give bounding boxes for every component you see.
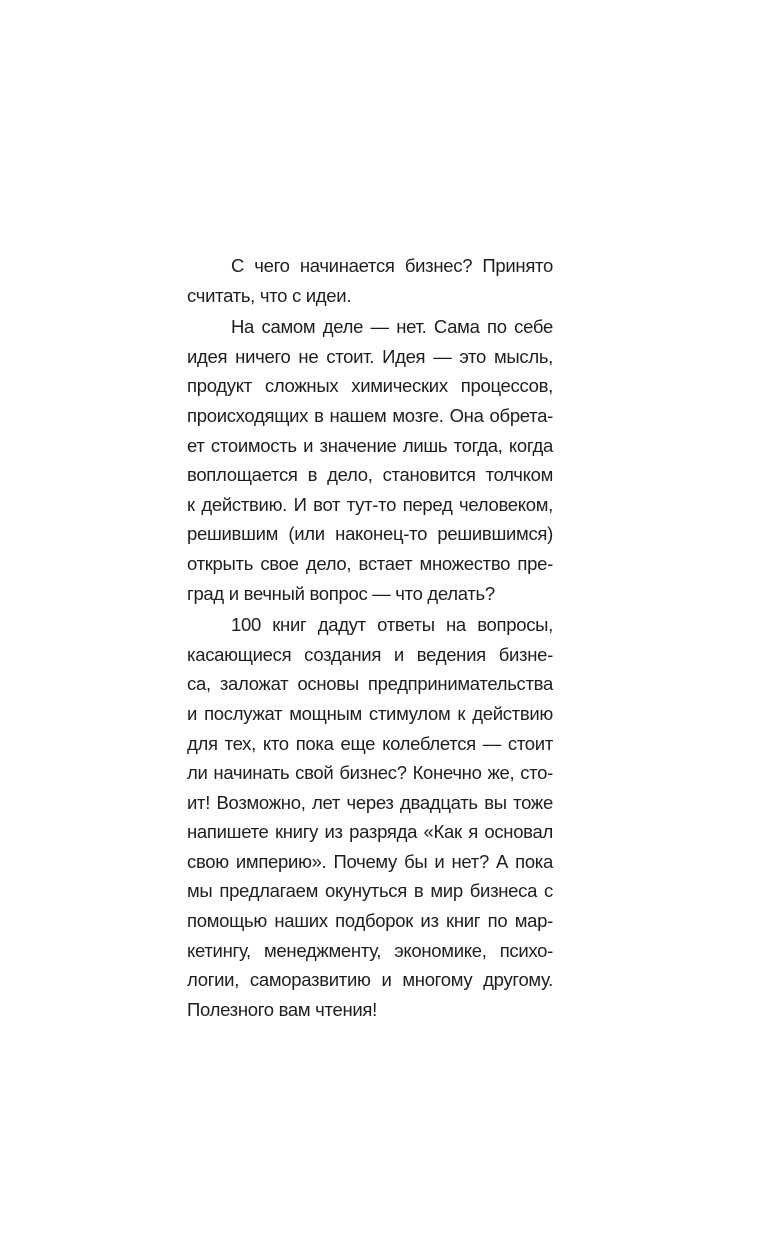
text-line: к действию. И вот тут-то перед человеком, bbox=[187, 493, 553, 515]
text-line: и послужат мощным стимулом к действию bbox=[187, 702, 553, 724]
text-line: помощью наших подборок из книг по мар- bbox=[187, 910, 553, 932]
text-line: Полезного вам чтения! bbox=[187, 998, 377, 1020]
text-line: открыть свое дело, встает множество пре- bbox=[187, 552, 553, 574]
text-line: решившим (или наконец-то решившимся) bbox=[187, 523, 553, 545]
text-line: для тех, кто пока еще колеблется — стоит bbox=[187, 732, 553, 754]
paragraph-3 bbox=[187, 610, 553, 1024]
text-line: считать, что с идеи. bbox=[187, 284, 352, 306]
text-line: са, заложат основы предпринимательства bbox=[187, 673, 553, 695]
text-line: происходящих в нашем мозге. Она обрета- bbox=[187, 404, 553, 426]
text-line: На самом деле — нет. Сама по себе bbox=[231, 316, 553, 338]
text-line: кетингу, менеджменту, экономике, психо- bbox=[187, 939, 553, 961]
text-line: идея ничего не стоит. Идея — это мысль, bbox=[187, 345, 553, 367]
text-line: напишете книгу из разряда «Как я основал bbox=[187, 821, 553, 843]
text-line: мы предлагаем окунуться в мир бизнеса с bbox=[187, 880, 553, 902]
text-line: воплощается в дело, становится толчком bbox=[187, 464, 553, 486]
text-line: продукт сложных химических процессов, bbox=[187, 375, 553, 397]
text-line: ли начинать свой бизнес? Конечно же, сто- bbox=[187, 762, 553, 784]
text-line: 100 книг дадут ответы на вопросы, bbox=[231, 614, 553, 636]
text-line: град и вечный вопрос — что делать? bbox=[187, 582, 495, 604]
paragraph-2 bbox=[187, 312, 553, 608]
text-line: ит! Возможно, лет через двадцать вы тоже bbox=[187, 791, 553, 813]
body-text bbox=[187, 251, 553, 1026]
text-line: свою империю». Почему бы и нет? А пока bbox=[187, 850, 553, 872]
text-line: ет стоимость и значение лишь тогда, когда bbox=[187, 434, 553, 456]
text-line: касающиеся создания и ведения бизне- bbox=[187, 643, 553, 665]
paragraph-1 bbox=[187, 251, 553, 310]
text-line: логии, саморазвитию и многому другому. bbox=[187, 969, 553, 991]
text-line: С чего начинается бизнес? Принято bbox=[231, 255, 553, 276]
